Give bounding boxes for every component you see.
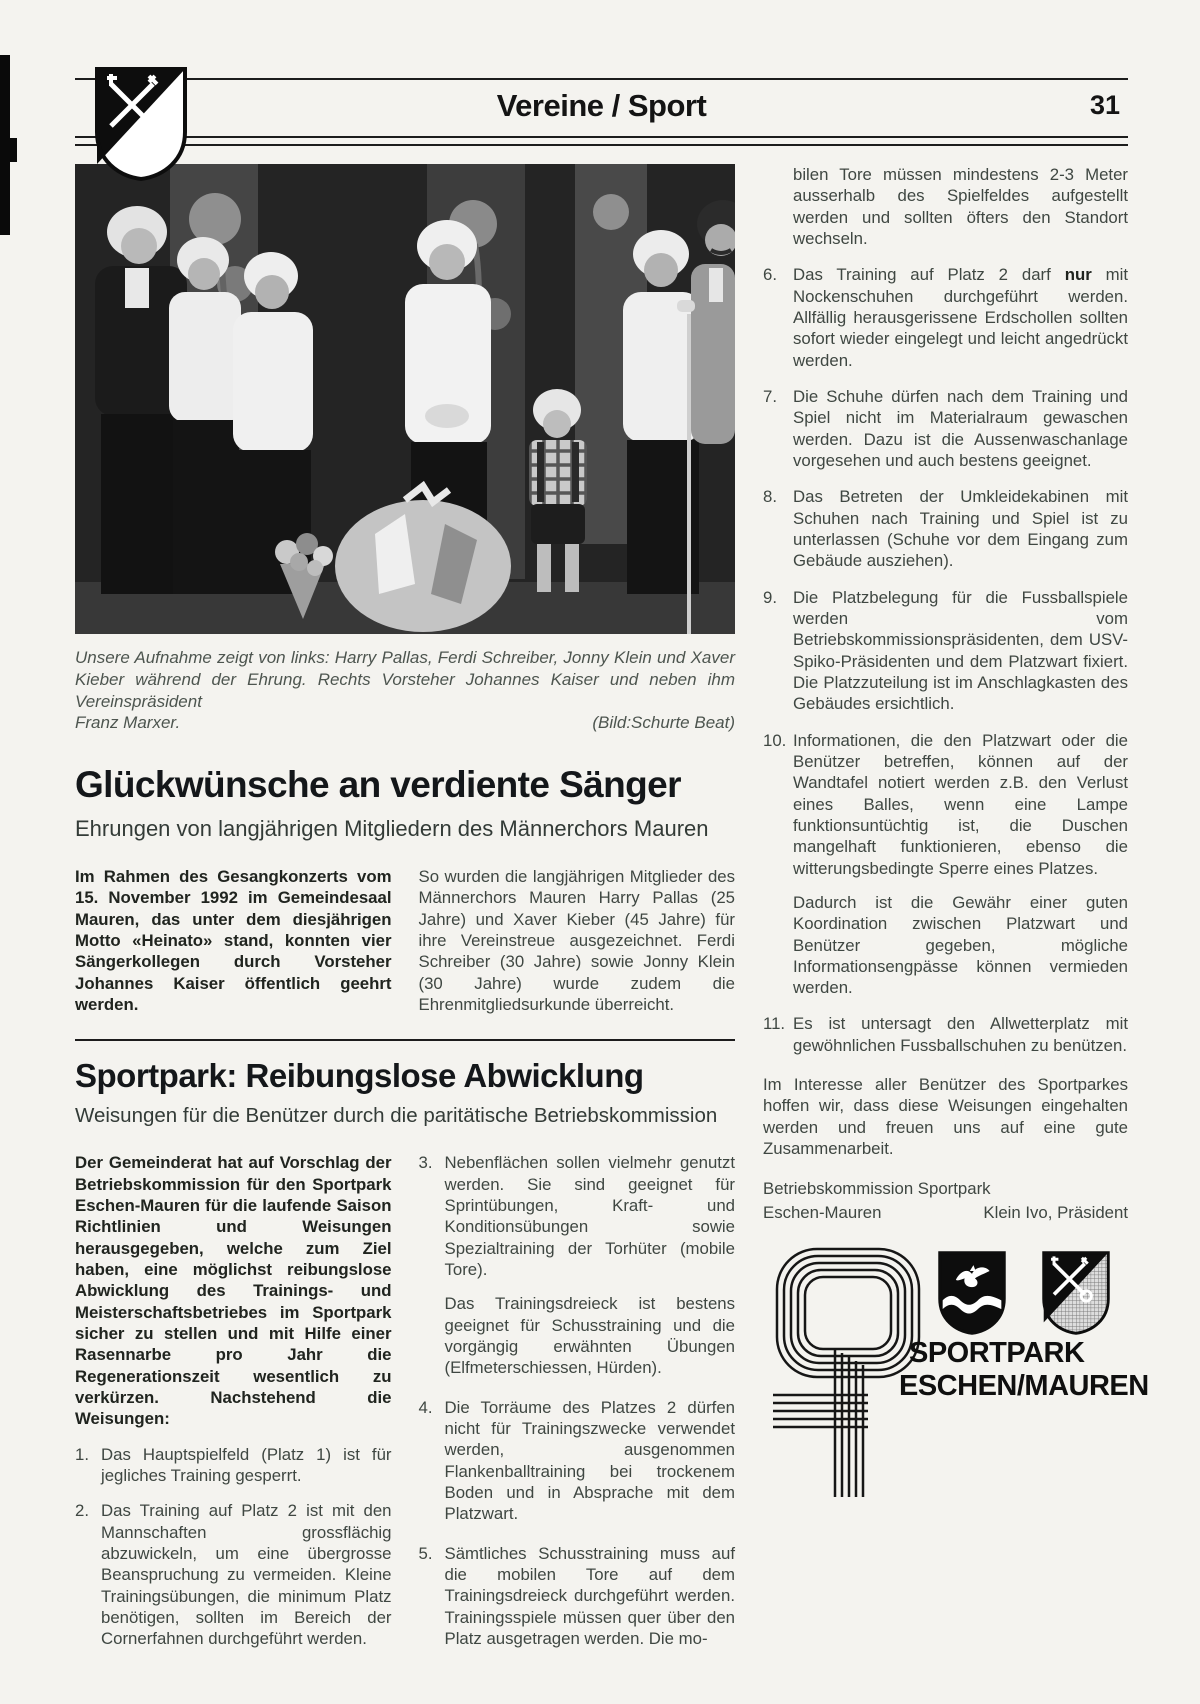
signature-row (763, 1202, 1128, 1223)
list-item-number: 8. (763, 487, 777, 507)
article1-title: Glückwünsche an verdiente Sänger (75, 764, 681, 805)
list-item-text: Das Betreten der Umkleidekabinen mit Schuhen nach Training und Spiel ist zu unterlassen (Schuhe vor dem Eingang zum Gebäude ausziehen). (793, 487, 1128, 571)
list-item (763, 1013, 1128, 1056)
article2-title: Sportpark: Reibungslose Abwicklung (75, 1057, 644, 1095)
photo-credit: (Bild:Schurte Beat) (592, 713, 735, 733)
article2-subtitle: Weisungen für die Benützer durch die paritätische Betriebskommission (75, 1104, 718, 1128)
article2-column-1 (75, 1152, 392, 1649)
sportpark-logo (763, 1245, 1149, 1497)
list-item (763, 587, 1128, 715)
page-body (75, 164, 1149, 1650)
page-header (75, 78, 1128, 146)
article1-lead: Im Rahmen des Gesangkonzerts vom 15. November 1992 im Gemeindesaal Mauren, das unter dem diesjährigen Motto «Heinato» stand, konnten vier Sängerkollegen durch Vorsteher Johannes Kaiser öffentlich geehrt werden. (75, 867, 392, 1014)
logo-line-2: ESCHEN/MAUREN (899, 1369, 1149, 1402)
news-photo (75, 164, 735, 634)
list-item-text: Das Training auf Platz 2 ist mit den Mannschaften grossflächig abzuwickeln, um eine übergrosse Beanspruchung zu vermeiden. Kleine Trainingsübungen, die minimum Platz benötigen, sollten im Bereich der Cornerfahnen durchgeführt werden. (101, 1501, 392, 1649)
coat-of-arms-icon (91, 64, 191, 184)
logo-line-1: SPORTPARK (909, 1337, 1085, 1370)
signature-president: Klein Ivo, Präsident (983, 1202, 1128, 1222)
list-item-number: 2. (75, 1501, 89, 1521)
signature-org: Betriebskommission Sportpark (763, 1179, 991, 1199)
list-item (419, 1397, 736, 1525)
header-rule-bottom-1 (75, 136, 1128, 138)
header-rule-top (75, 78, 1128, 80)
article1-columns (75, 866, 735, 1015)
sidebar-column (763, 164, 1149, 1650)
photo-caption: Unsere Aufnahme zeigt von links: Harry Pallas, Ferdi Schreiber, Jonny Klein und Xaver Kieber während der Ehrung. Rechts Vorsteher Johannes Kaiser und neben ihm Vereinspräsident (75, 648, 735, 711)
list-item-number: 9. (763, 587, 777, 607)
photo-caption-last-line (75, 712, 735, 734)
article2-column-2 (419, 1152, 736, 1649)
article-divider (75, 1039, 735, 1041)
news-photo-illustration (75, 164, 735, 634)
list-item-number: 4. (418, 1397, 433, 1417)
list-item-text: Die Platzbelegung für die Fussballspiele werden vom Betriebskommissionspräsidenten, dem USV-Spiko-Präsidenten und dem Platzwart fixiert. Die Platzzuteilung ist im Anschlagkasten des Gebäudes ersichtlich. (793, 587, 1128, 714)
list-item-text: Sämtliches Schusstraining muss auf die mobilen Tore auf dem Trainingsdreieck durchgeführt werden. Trainingsspiele müssen quer über den Platz ausgetragen werden. Die mo- (444, 1543, 735, 1648)
list-item-number: 5. (418, 1543, 433, 1563)
list-item-number: 11. (763, 1014, 786, 1034)
list-item-number: 6. (763, 265, 777, 285)
list-item (419, 1152, 736, 1280)
article2-columns (75, 1152, 735, 1649)
list-item-text: Das Hauptspielfeld (Platz 1) ist für jegliches Training gesperrt. (101, 1444, 392, 1485)
list-continuation-paragraph: bilen Tore müssen mindestens 2-3 Meter ausserhalb des Spielfeldes aufgestellt werden und sollten öfters den Standort wechseln. (793, 165, 1128, 248)
list-item-continuation: Dadurch ist die Gewähr einer guten Koordination zwischen Platzwart und Benützer gegeben, mögliche Informationsengpässe können vermieden werden. (793, 892, 1128, 998)
list-item (75, 1500, 392, 1649)
article1-body: So wurden die langjährigen Mitglieder des Männerchors Mauren Harry Pallas (25 Jahre) und Xaver Kieber (45 Jahre) für ihre Vereinstreue ausgezeichnet. Ferdi Schreiber (30 Jahre) sowie Jonny Klein (30 Jahre) wurde zudem die Ehrenmitgliedsurkunde überreicht. (418, 867, 735, 1014)
list-item-number: 7. (763, 386, 777, 406)
list-item (763, 730, 1128, 879)
list-item-number: 10. (763, 730, 787, 750)
emphasized-word: nur (1064, 265, 1092, 285)
sportpark-logo-text (899, 1337, 1149, 1402)
scan-artifact-notch (0, 138, 17, 162)
list-item-text: Nebenflächen sollen vielmehr genutzt werden. Sie sind geeignet für Sprintübungen, Kraft- und Konditionsübungen sowie Spezialtraining der Torhüter (mobile Tore). (444, 1153, 735, 1279)
page-number: 31 (1089, 90, 1120, 120)
list-item-number: 1. (75, 1444, 89, 1464)
list-item-continuation: Das Trainingsdreieck ist bestens geeignet für Schusstraining und die vorgängig erwähnten Übungen (Elfmeterschiessen, Hürden). (444, 1294, 735, 1378)
list-item-text: Die Schuhe dürfen nach dem Training und Spiel nicht im Materialraum gewaschen werden. Dazu ist die Aussenwaschanlage vorgesehen und auch bestens geeignet. (793, 386, 1128, 470)
signature-block (763, 1178, 1128, 1223)
article1-subtitle: Ehrungen von langjährigen Mitgliedern des Männerchors Mauren (75, 816, 709, 841)
section-title: Vereine / Sport (496, 88, 707, 123)
signature-place: Eschen-Mauren (763, 1202, 882, 1222)
list-item-text: Die Torräume des Platzes 2 dürfen nicht für Trainingszwecke verwendet werden, ausgenommen Flankenballtraining bei trockenem Boden und in Absprache mit dem Platzwart. (444, 1397, 735, 1524)
closing-paragraph: Im Interesse aller Benützer des Sportparkes hoffen wir, dass diese Weisungen eingehalten werden und freuen uns auf eine gute Zusammenarbeit. (763, 1075, 1128, 1159)
eschen-arms-icon (935, 1249, 1009, 1337)
article2-lead: Der Gemeinderat hat auf Vorschlag der Betriebskommission für den Sportpark Eschen-Mauren für die laufende Saison Richtlinien und Weisungen herausgegeben, welche zum Ziel haben, eine möglichst reibungslose Abwicklung des Trainings- und Meisterschaftsbetriebes im Sportpark sicher zu stellen und mit Hilfe einer Rasennarbe pro Jahr die Regenerationszeit wesentlich zu verkürzen. Nachstehend die Weisungen: (75, 1153, 392, 1429)
list-item-number: 3. (418, 1153, 433, 1173)
photo-caption-tail: Franz Marxer. (75, 713, 181, 733)
header-rule-bottom-2 (75, 144, 1128, 146)
list-item (419, 1543, 736, 1650)
list-item (763, 264, 1128, 371)
list-item-text: Informationen, die den Platzwart oder die Benützer betreffen, können auf der Wandtafel notiert werden z.B. den Verlust eines Balles, wenn eine Lampe funktionsuntüchtig ist, die Duschen mangelhaft funktionieren, ebenso die witterungsbedingte Sperre eines Platzes. (793, 730, 1128, 878)
list-item (763, 386, 1128, 471)
list-item (763, 486, 1128, 571)
list-item-text: Das Training auf Platz 2 darf nur mit Nockenschuhen durchgeführt werden. Allfällig herausgerissene Erdschollen sollten sofort wieder eingelegt und leicht angedrückt werden. (793, 265, 1128, 370)
list-item-text: Es ist untersagt den Allwetterplatz mit gewöhnlichen Fussballschuhen zu benützen. (793, 1014, 1128, 1055)
list-item (75, 1444, 392, 1487)
mauren-arms-icon (1039, 1249, 1113, 1337)
main-column (75, 164, 735, 1650)
